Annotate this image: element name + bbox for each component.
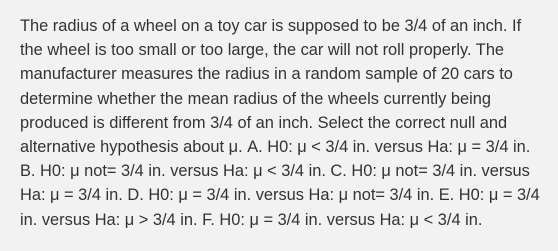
question-text: The radius of a wheel on a toy car is supposed to be 3/4 of an inch. If the wheel is too small or too large, the car will not roll properly. The manufacturer measures the radius in a random sample of 20 cars to determine whether the mean radius of the wheels currently being produced is different from 3/4 of an inch. Select the correct null and alternative hypothesis about μ. A. H0: μ < 3/4 in. versus Ha: μ = 3/4 in. B. H0: μ not= 3/4 in. versus Ha: μ < 3/4 in. C. H0: μ not= 3/4 in. versus Ha: μ = 3/4 in. D. H0: μ = 3/4 in. versus Ha: μ not= 3/4 in. E. H0: μ = 3/4 in. versus Ha: μ > 3/4 in. F. H0: μ = 3/4 in. versus Ha: μ < 3/4 in. bbox=[20, 17, 540, 229]
